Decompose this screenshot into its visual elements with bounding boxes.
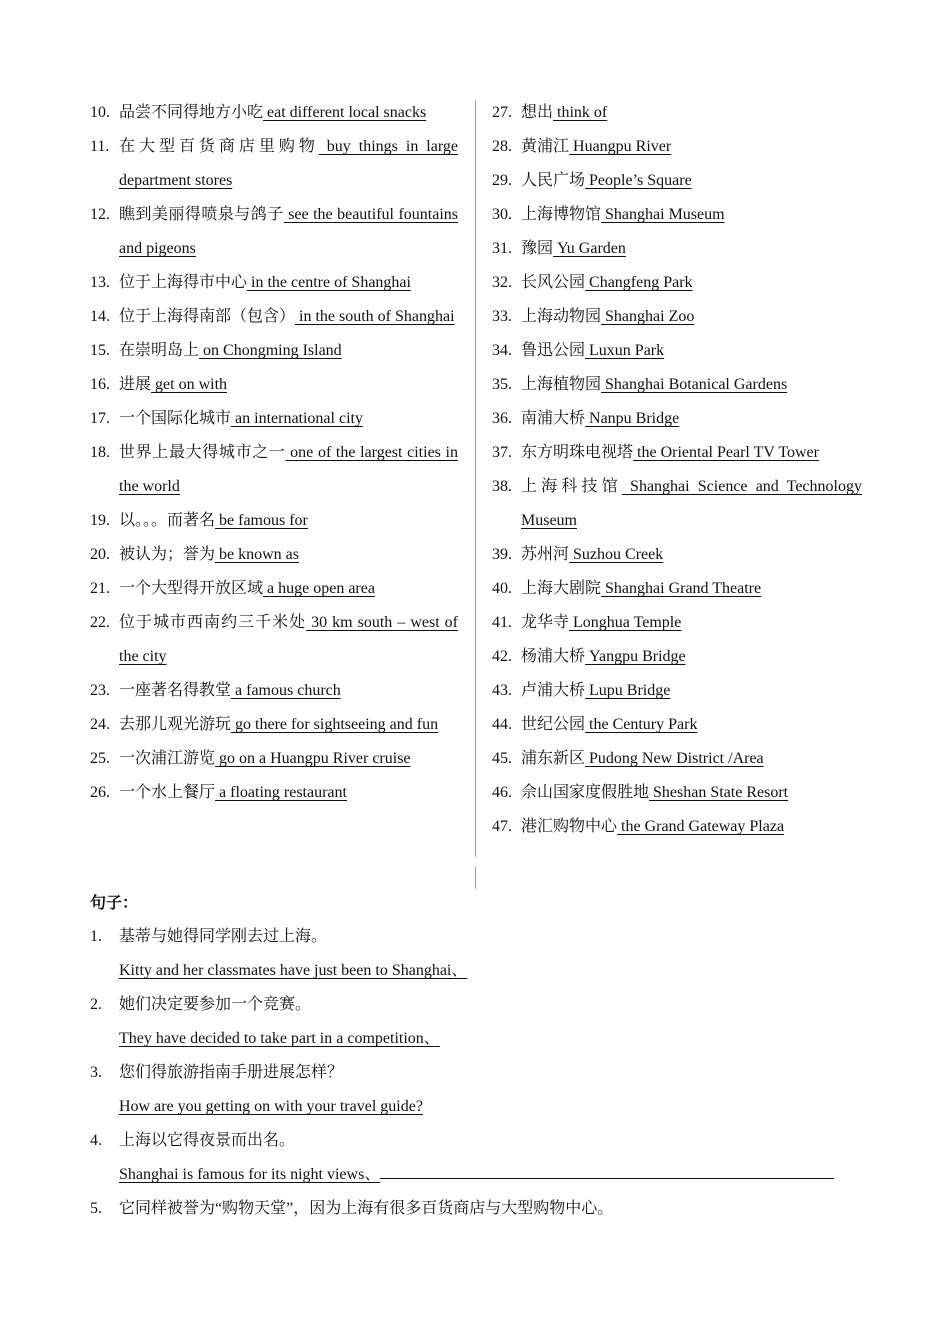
sentence-chinese: 基蒂与她得同学刚去过上海。 (119, 928, 328, 945)
chinese-phrase: 佘山国家度假胜地 (521, 784, 650, 801)
vocab-item (492, 198, 862, 232)
sentence-item (90, 1056, 850, 1124)
item-number: 18. (90, 444, 110, 461)
vocab-item (90, 436, 458, 504)
sentence-number: 3. (90, 1064, 102, 1081)
item-number: 38. (492, 478, 512, 495)
english-phrase: get on with (151, 376, 228, 393)
vocab-item (492, 164, 862, 198)
item-number: 34. (492, 342, 512, 359)
item-number: 16. (90, 376, 110, 393)
item-number: 19. (90, 512, 110, 529)
vocab-item (90, 198, 458, 266)
sentence-number: 5. (90, 1200, 102, 1217)
english-phrase: Pudong New District /Area (585, 750, 764, 767)
vocab-item (90, 96, 458, 130)
item-number: 36. (492, 410, 512, 427)
sentence-item (90, 1192, 850, 1226)
vocab-item (492, 572, 862, 606)
english-phrase: Yu Garden (553, 240, 626, 257)
item-number: 45. (492, 750, 512, 767)
english-phrase: go there for sightseeing and fun (231, 716, 439, 733)
chinese-phrase: 港汇购物中心 (521, 818, 618, 835)
vocab-item (492, 470, 862, 538)
vocab-item (90, 572, 458, 606)
vocab-item (492, 130, 862, 164)
chinese-phrase: 豫园 (521, 240, 554, 257)
vocab-item (492, 368, 862, 402)
vocab-item (90, 538, 458, 572)
chinese-phrase: 瞧到美丽得喷泉与鸽子 (119, 206, 284, 223)
vocab-item (492, 266, 862, 300)
vocab-item (492, 96, 862, 130)
vocab-item (492, 402, 862, 436)
vocab-item (90, 674, 458, 708)
sentence-item (90, 988, 850, 1056)
chinese-phrase: 位于上海得市中心 (119, 274, 248, 291)
chinese-phrase: 上海动物园 (521, 308, 602, 325)
vocab-item (90, 504, 458, 538)
english-phrase: on Chongming Island (199, 342, 342, 359)
english-phrase: the Grand Gateway Plaza (617, 818, 785, 835)
sentences-heading: 句子： (90, 895, 139, 912)
item-number: 39. (492, 546, 512, 563)
vocab-item (492, 640, 862, 674)
chinese-phrase: 位于城市西南约三千米处 (119, 614, 307, 631)
vocab-item (90, 606, 458, 674)
item-number: 31. (492, 240, 512, 257)
item-number: 29. (492, 172, 512, 189)
sentence-chinese: 她们决定要参加一个竞赛。 (119, 996, 312, 1013)
vocab-item (492, 674, 862, 708)
vocab-item (90, 708, 458, 742)
vocab-item (492, 606, 862, 640)
item-number: 27. (492, 104, 512, 121)
english-phrase: Shanghai Grand Theatre (601, 580, 762, 597)
vocab-item (90, 334, 458, 368)
english-phrase: be famous for (215, 512, 308, 529)
chinese-phrase: 一个水上餐厅 (119, 784, 216, 801)
sentence-chinese: 您们得旅游指南手册进展怎样？ (119, 1064, 344, 1081)
chinese-phrase: 东方明珠电视塔 (521, 444, 634, 461)
chinese-phrase: 浦东新区 (521, 750, 586, 767)
english-phrase: the Oriental Pearl TV Tower (633, 444, 819, 461)
chinese-phrase: 以。。。而著名 (119, 512, 216, 529)
vocab-column-right (492, 96, 862, 844)
chinese-phrase: 世纪公园 (521, 716, 586, 733)
english-phrase: Huangpu River (569, 138, 672, 155)
vocab-column-left (90, 96, 458, 810)
english-phrase: Lupu Bridge (585, 682, 671, 699)
item-number: 21. (90, 580, 110, 597)
english-phrase: Sheshan State Resort (649, 784, 789, 801)
sentence-english: How are you getting on with your travel guide? (119, 1098, 423, 1115)
english-phrase: Nanpu Bridge (585, 410, 680, 427)
english-phrase: in the south of Shanghai (295, 308, 455, 325)
sentence-english: Shanghai is famous for its night views、 (119, 1166, 381, 1183)
sentence-number: 1. (90, 928, 102, 945)
english-phrase: in the centre of Shanghai (247, 274, 411, 291)
item-number: 23. (90, 682, 110, 699)
chinese-phrase: 长风公园 (521, 274, 586, 291)
item-number: 40. (492, 580, 512, 597)
sentence-item (90, 1124, 850, 1192)
english-phrase: one of the largest cities in the world (119, 444, 458, 495)
english-phrase: Changfeng Park (585, 274, 693, 291)
item-number: 28. (492, 138, 512, 155)
item-number: 24. (90, 716, 110, 733)
english-phrase: think of (553, 104, 608, 121)
chinese-phrase: 龙华寺 (521, 614, 570, 631)
english-phrase: see the beautiful fountains and pigeons (119, 206, 458, 257)
item-number: 12. (90, 206, 110, 223)
item-number: 33. (492, 308, 512, 325)
english-phrase: the Century Park (585, 716, 698, 733)
english-phrase: Shanghai Zoo (601, 308, 695, 325)
item-number: 26. (90, 784, 110, 801)
vocab-item (90, 300, 458, 334)
chinese-phrase: 在崇明岛上 (119, 342, 200, 359)
item-number: 41. (492, 614, 512, 631)
chinese-phrase: 一次浦江游览 (119, 750, 216, 767)
item-number: 25. (90, 750, 110, 767)
item-number: 22. (90, 614, 110, 631)
item-number: 15. (90, 342, 110, 359)
chinese-phrase: 黄浦江 (521, 138, 570, 155)
vocab-item (492, 300, 862, 334)
chinese-phrase: 位于上海得南部（包含） (119, 308, 296, 325)
english-phrase: Shanghai Museum (601, 206, 725, 223)
vocab-item (492, 810, 862, 844)
vocab-item (90, 368, 458, 402)
chinese-phrase: 人民广场 (521, 172, 586, 189)
chinese-phrase: 南浦大桥 (521, 410, 586, 427)
english-phrase: an international city (231, 410, 363, 427)
chinese-phrase: 杨浦大桥 (521, 648, 586, 665)
item-number: 17. (90, 410, 110, 427)
chinese-phrase: 上海科技馆 (521, 478, 622, 495)
vocab-item (90, 266, 458, 300)
item-number: 13. (90, 274, 110, 291)
sentence-chinese: 它同样被誉为“购物天堂”，因为上海有很多百货商店与大型购物中心。 (119, 1200, 614, 1217)
english-phrase: a floating restaurant (215, 784, 347, 801)
column-divider (475, 100, 476, 857)
vocab-item (492, 232, 862, 266)
item-number: 42. (492, 648, 512, 665)
english-phrase: Yangpu Bridge (585, 648, 686, 665)
item-number: 46. (492, 784, 512, 801)
english-phrase: Longhua Temple (569, 614, 682, 631)
vocab-item (90, 130, 458, 198)
chinese-phrase: 品尝不同得地方小吃 (119, 104, 264, 121)
item-number: 37. (492, 444, 512, 461)
sentences-section (90, 888, 850, 1226)
vocab-item (90, 402, 458, 436)
sentence-number: 4. (90, 1132, 102, 1149)
chinese-phrase: 一个国际化城市 (119, 410, 232, 427)
english-phrase: go on a Huangpu River cruise (215, 750, 411, 767)
item-number: 30. (492, 206, 512, 223)
vocab-item (492, 538, 862, 572)
vocab-item (492, 742, 862, 776)
chinese-phrase: 进展 (119, 376, 152, 393)
column-divider (475, 867, 476, 889)
item-number: 14. (90, 308, 110, 325)
english-phrase: Suzhou Creek (569, 546, 664, 563)
chinese-phrase: 卢浦大桥 (521, 682, 586, 699)
chinese-phrase: 上海博物馆 (521, 206, 602, 223)
sentence-number: 2. (90, 996, 102, 1013)
english-phrase: Shanghai Botanical Gardens (601, 376, 788, 393)
vocab-item (90, 776, 458, 810)
item-number: 10. (90, 104, 110, 121)
vocab-item (492, 708, 862, 742)
sentence-english: Kitty and her classmates have just been to Shanghai、 (119, 962, 468, 979)
chinese-phrase: 想出 (521, 104, 554, 121)
english-phrase: buy things in large department stores (119, 138, 458, 189)
chinese-phrase: 上海大剧院 (521, 580, 602, 597)
english-phrase: be known as (215, 546, 299, 563)
item-number: 20. (90, 546, 110, 563)
sentence-item (90, 920, 850, 988)
vocab-item (492, 776, 862, 810)
chinese-phrase: 一座著名得教堂 (119, 682, 232, 699)
english-phrase: eat different local snacks (263, 104, 427, 121)
chinese-phrase: 一个大型得开放区域 (119, 580, 264, 597)
english-phrase: Shanghai Science and Technology Museum (521, 478, 862, 529)
english-phrase: 30 km south – west of the city (119, 614, 458, 665)
english-phrase: a famous church (231, 682, 341, 699)
chinese-phrase: 苏州河 (521, 546, 570, 563)
sentence-english: They have decided to take part in a competition、 (119, 1030, 440, 1047)
english-phrase: a huge open area (263, 580, 375, 597)
sentence-chinese: 上海以它得夜景而出名。 (119, 1132, 296, 1149)
item-number: 11. (90, 138, 110, 155)
english-phrase: Luxun Park (585, 342, 665, 359)
item-number: 43. (492, 682, 512, 699)
chinese-phrase: 去那儿观光游玩 (119, 716, 232, 733)
chinese-phrase: 鲁迅公园 (521, 342, 586, 359)
chinese-phrase: 世界上最大得城市之一 (119, 444, 286, 461)
answer-blank-line (380, 1177, 834, 1179)
english-phrase: People’s Square (585, 172, 692, 189)
chinese-phrase: 在大型百货商店里购物 (119, 138, 319, 155)
item-number: 47. (492, 818, 512, 835)
vocab-item (90, 742, 458, 776)
item-number: 44. (492, 716, 512, 733)
item-number: 35. (492, 376, 512, 393)
chinese-phrase: 上海植物园 (521, 376, 602, 393)
chinese-phrase: 被认为；誉为 (119, 546, 216, 563)
vocab-item (492, 334, 862, 368)
vocab-item (492, 436, 862, 470)
item-number: 32. (492, 274, 512, 291)
